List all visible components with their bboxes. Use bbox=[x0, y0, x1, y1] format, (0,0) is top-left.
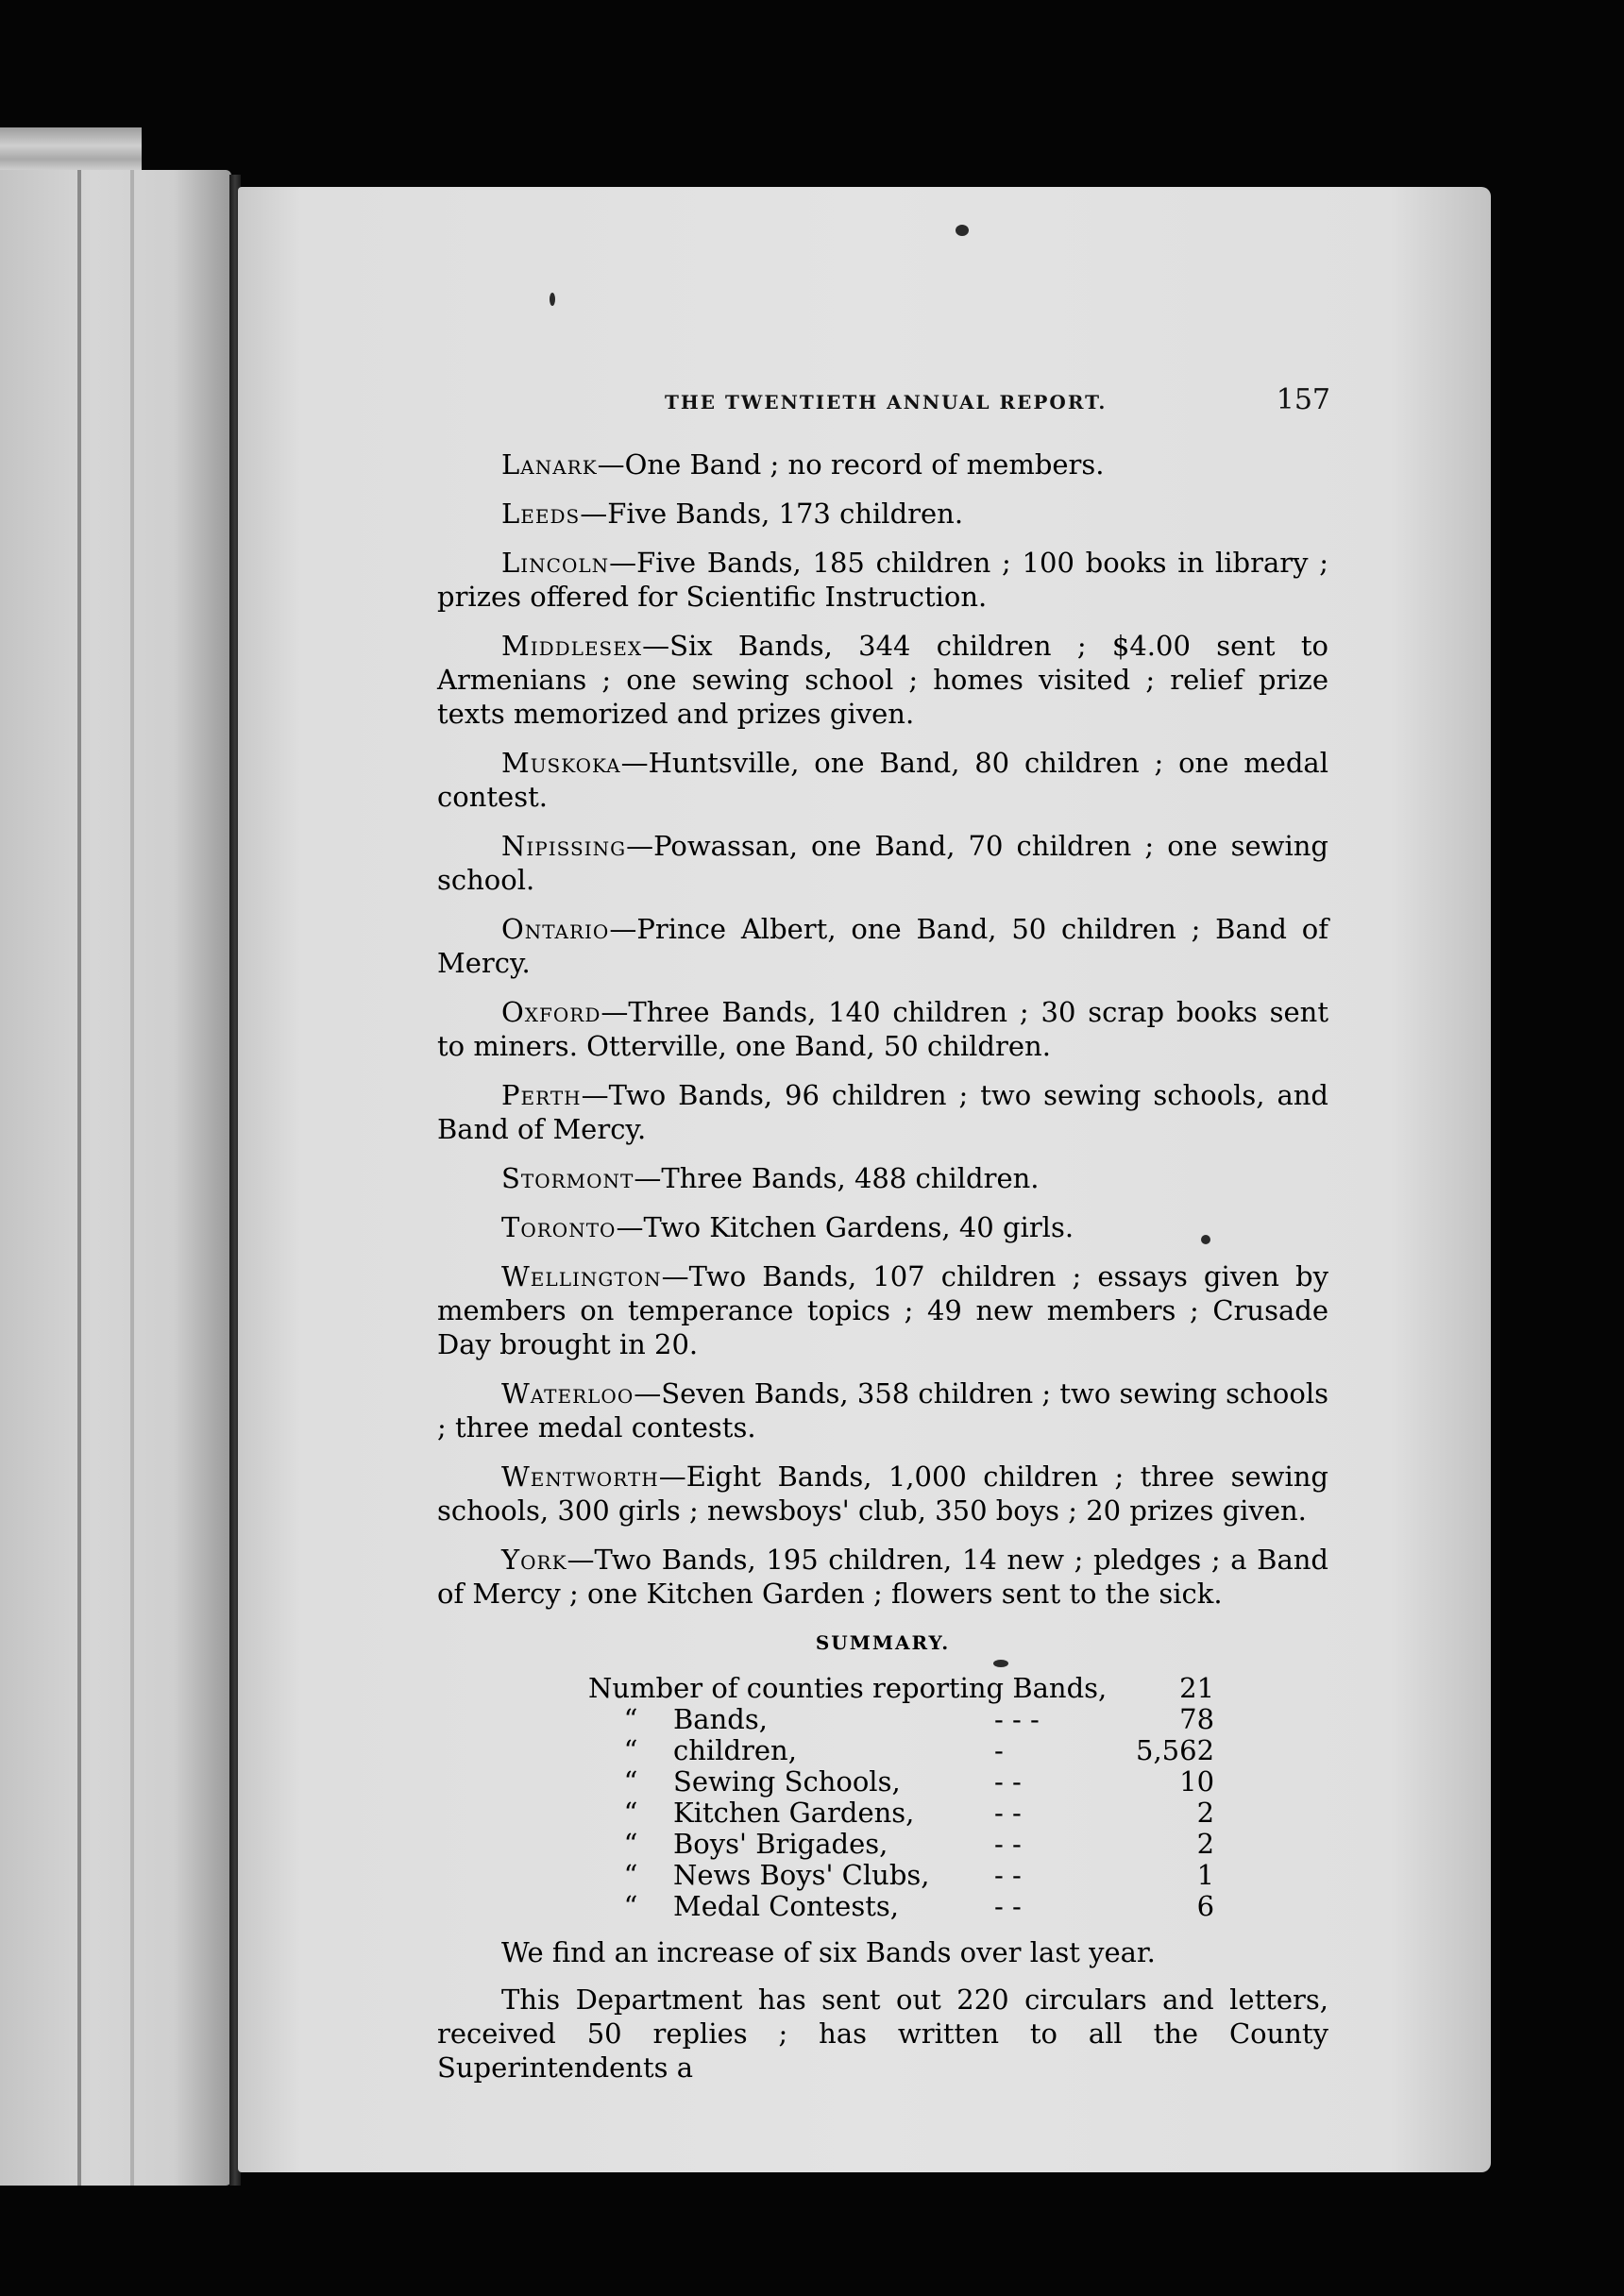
summary-heading: SUMMARY. bbox=[815, 1631, 951, 1654]
page-header bbox=[238, 383, 1491, 429]
summary-row bbox=[588, 1704, 1214, 1735]
ditto-mark: “ bbox=[623, 1859, 638, 1891]
county-name: York bbox=[501, 1544, 567, 1576]
summary-row bbox=[588, 1798, 1214, 1829]
summary-value: 5,562 bbox=[1136, 1734, 1215, 1766]
left-page bbox=[0, 170, 231, 2186]
left-page-fold bbox=[77, 170, 81, 2186]
paper-speck bbox=[550, 293, 555, 306]
report-body bbox=[437, 447, 1328, 2085]
county-entry bbox=[437, 1161, 1328, 1195]
summary-table bbox=[588, 1673, 1214, 1922]
closing-paragraphs bbox=[437, 1935, 1328, 2085]
leader-dashes: - - bbox=[994, 1890, 1022, 1922]
county-report-text: —Eight Bands, 1,000 children ; three sewing schools, 300 girls ; newsboys' club, 350 boys ; 20 prizes given. bbox=[437, 1460, 1328, 1527]
summary-row bbox=[588, 1735, 1214, 1766]
county-entry bbox=[437, 1210, 1328, 1244]
county-report-text: —Five Bands, 185 children ; 100 books in library ; prizes offered for Scientific Instruction. bbox=[437, 547, 1328, 613]
county-name: Oxford bbox=[501, 996, 601, 1028]
county-report-text: —Seven Bands, 358 children ; two sewing schools ; three medal contests. bbox=[437, 1377, 1329, 1443]
paper-speck bbox=[956, 225, 969, 236]
county-name: Middlesex bbox=[501, 630, 643, 662]
county-name: Stormont bbox=[501, 1162, 634, 1194]
county-report-text: —Two Bands, 96 children ; two sewing schools, and Band of Mercy. bbox=[437, 1079, 1328, 1145]
county-entry bbox=[437, 447, 1328, 481]
county-name: Leeds bbox=[501, 498, 581, 530]
summary-label: children, bbox=[673, 1734, 797, 1766]
summary-row bbox=[588, 1860, 1214, 1891]
page-number: 157 bbox=[1276, 383, 1330, 416]
left-page-fold bbox=[130, 170, 134, 2186]
county-name: Wellington bbox=[501, 1260, 662, 1292]
county-entries bbox=[437, 447, 1328, 1611]
summary-label: Kitchen Gardens, bbox=[673, 1797, 915, 1829]
summary-label: Medal Contests, bbox=[673, 1890, 899, 1922]
county-name: Ontario bbox=[501, 913, 610, 945]
leader-dashes: - - bbox=[994, 1797, 1022, 1829]
leader-dashes: - - - bbox=[994, 1703, 1040, 1735]
summary-label: Bands, bbox=[673, 1703, 768, 1735]
summary-value: 2 bbox=[1196, 1797, 1215, 1829]
county-report-text: —Two Bands, 107 children ; essays given by members on temperance topics ; 49 new members ; Crusade Day brought in 20. bbox=[437, 1260, 1328, 1360]
summary-value: 21 bbox=[1179, 1672, 1215, 1704]
county-name: Waterloo bbox=[501, 1377, 634, 1410]
running-head: THE TWENTIETH ANNUAL REPORT. bbox=[665, 391, 1108, 414]
summary-value: 2 bbox=[1196, 1828, 1215, 1860]
summary-row bbox=[588, 1766, 1214, 1798]
county-entry bbox=[437, 1543, 1328, 1611]
summary-label: Number of counties reporting Bands, bbox=[588, 1672, 1108, 1704]
county-report-text: —One Band ; no record of members. bbox=[597, 448, 1105, 481]
county-report-text: —Prince Albert, one Band, 50 children ; Band of Mercy. bbox=[437, 913, 1328, 979]
summary-value: 6 bbox=[1196, 1890, 1215, 1922]
leader-dashes: - - bbox=[994, 1765, 1022, 1798]
county-report-text: —Three Bands, 488 children. bbox=[634, 1162, 1040, 1194]
closing-paragraph: This Department has sent out 220 circulars and letters, received 50 replies ; has written to all the County Superintendents a bbox=[437, 1984, 1328, 2084]
county-name: Perth bbox=[501, 1079, 582, 1111]
county-entry bbox=[437, 746, 1328, 814]
closing-paragraph: We find an increase of six Bands over last year. bbox=[501, 1936, 1156, 1968]
county-entry bbox=[437, 995, 1328, 1063]
county-name: Muskoka bbox=[501, 747, 621, 779]
county-entry bbox=[437, 912, 1328, 980]
summary-value: 78 bbox=[1179, 1703, 1215, 1735]
summary-label: Boys' Brigades, bbox=[673, 1828, 888, 1860]
summary-value: 10 bbox=[1179, 1765, 1215, 1798]
county-entry bbox=[437, 1376, 1328, 1444]
county-name: Lanark bbox=[501, 448, 598, 481]
county-name: Nipissing bbox=[501, 830, 627, 862]
page-stack-edge bbox=[0, 127, 142, 173]
ditto-mark: “ bbox=[623, 1703, 638, 1735]
county-report-text: —Two Bands, 195 children, 14 new ; pledges ; a Band of Mercy ; one Kitchen Garden ; flowers sent to the sick. bbox=[437, 1544, 1328, 1610]
county-entry bbox=[437, 546, 1328, 614]
ditto-mark: “ bbox=[623, 1828, 638, 1860]
ditto-mark: “ bbox=[623, 1734, 638, 1766]
county-report-text: —Two Kitchen Gardens, 40 girls. bbox=[616, 1211, 1074, 1243]
summary-label: News Boys' Clubs, bbox=[673, 1859, 930, 1891]
county-report-text: —Huntsville, one Band, 80 children ; one medal contest. bbox=[437, 747, 1328, 813]
county-entry bbox=[437, 1078, 1328, 1146]
summary-row bbox=[588, 1673, 1214, 1704]
county-entry bbox=[437, 629, 1328, 731]
summary-row bbox=[588, 1829, 1214, 1860]
ditto-mark: “ bbox=[623, 1890, 638, 1922]
county-entry bbox=[437, 497, 1328, 531]
county-entry bbox=[437, 1259, 1328, 1361]
summary-value: 1 bbox=[1196, 1859, 1215, 1891]
county-report-text: —Three Bands, 140 children ; 30 scrap books sent to miners. Otterville, one Band, 50 children. bbox=[437, 996, 1328, 1062]
county-name: Wentworth bbox=[501, 1460, 659, 1493]
ditto-mark: “ bbox=[623, 1797, 638, 1829]
ditto-mark: “ bbox=[623, 1765, 638, 1798]
county-entry bbox=[437, 1460, 1328, 1528]
leader-dashes: - - bbox=[994, 1828, 1022, 1860]
county-name: Toronto bbox=[501, 1211, 617, 1243]
summary-row bbox=[588, 1891, 1214, 1922]
summary-label: Sewing Schools, bbox=[673, 1765, 901, 1798]
county-report-text: —Powassan, one Band, 70 children ; one sewing school. bbox=[437, 830, 1328, 896]
county-entry bbox=[437, 829, 1328, 897]
county-report-text: —Six Bands, 344 children ; $4.00 sent to Armenians ; one sewing school ; homes visited ; relief prize texts memorized and prizes given. bbox=[437, 630, 1328, 730]
county-report-text: —Five Bands, 173 children. bbox=[580, 498, 964, 530]
leader-dashes: - bbox=[994, 1734, 1004, 1766]
leader-dashes: - - bbox=[994, 1859, 1022, 1891]
county-name: Lincoln bbox=[501, 547, 610, 579]
